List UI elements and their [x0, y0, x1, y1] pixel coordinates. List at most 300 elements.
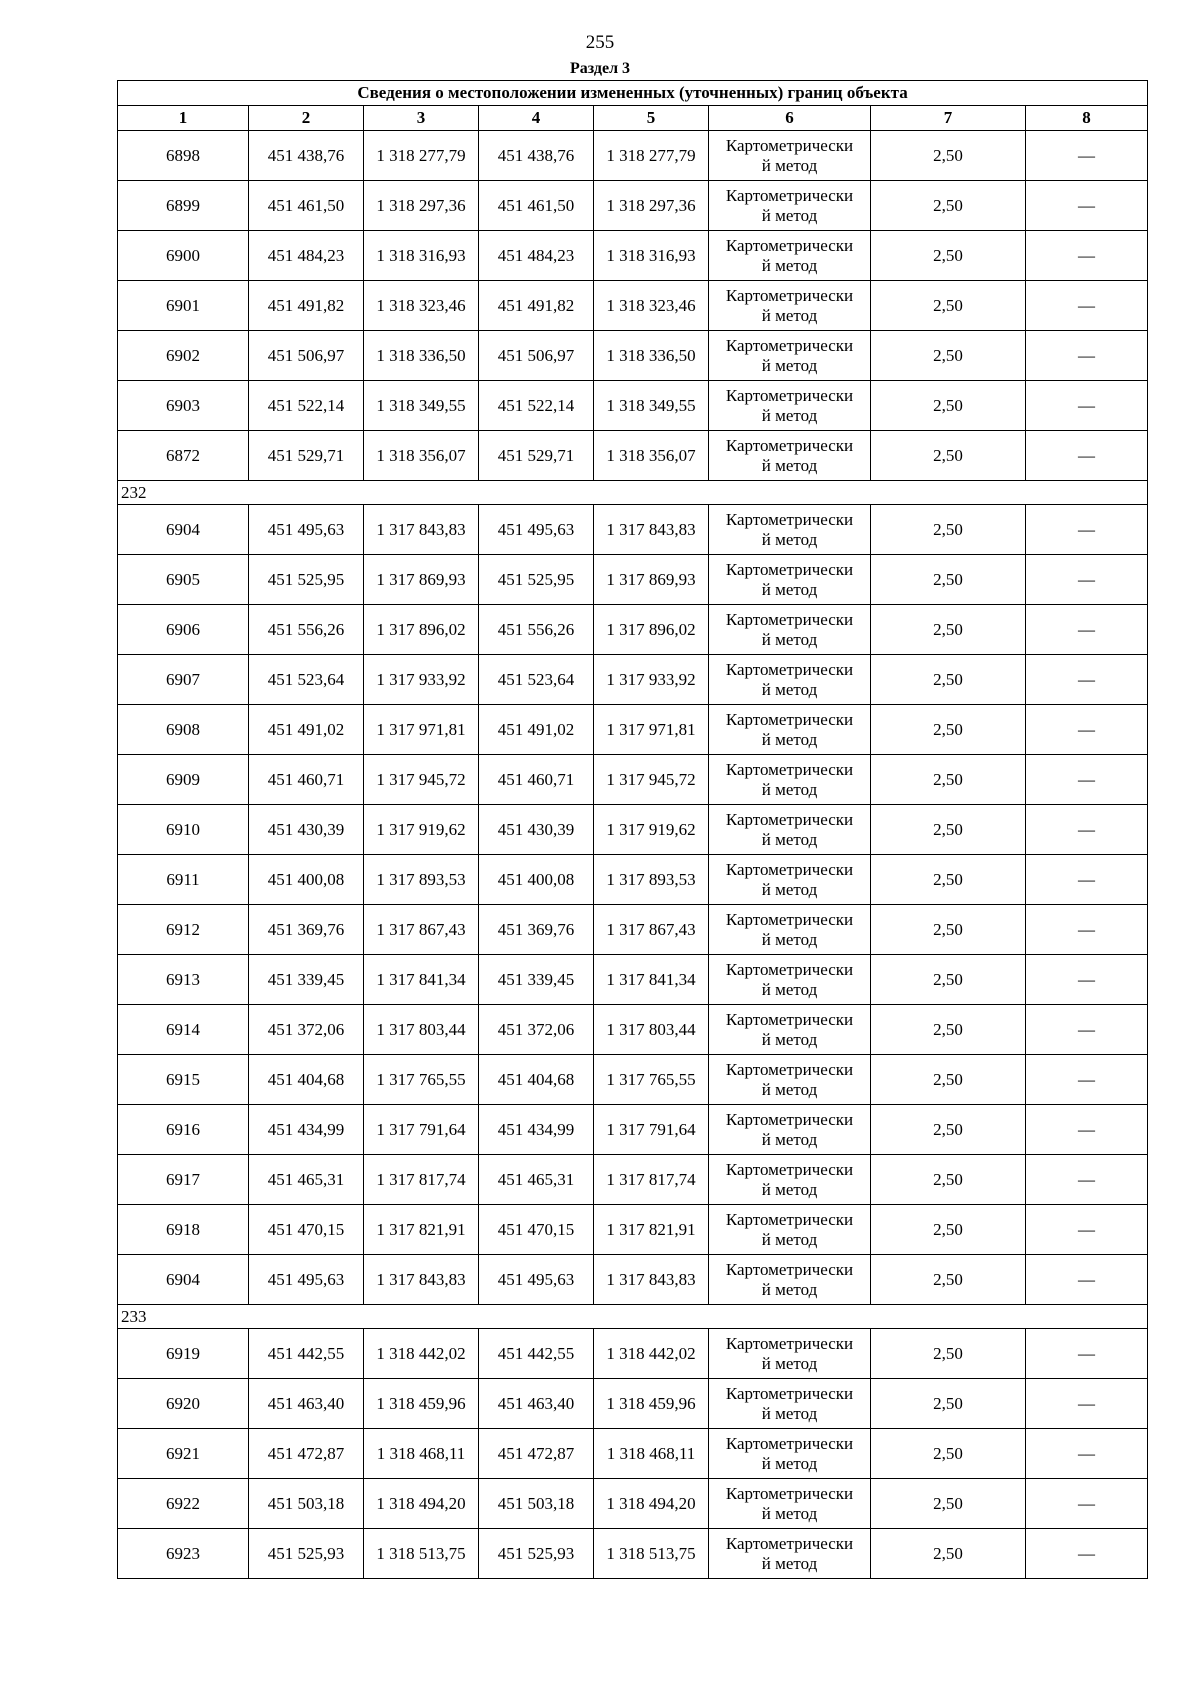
description-cell: —	[1026, 1529, 1148, 1579]
accuracy-cell: 2,50	[871, 331, 1026, 381]
method-text-line-1: Картометрически	[725, 235, 854, 255]
y-new-cell: 1 318 323,46	[594, 281, 709, 331]
x-new-cell: 451 372,06	[479, 1005, 594, 1055]
description-cell: —	[1026, 1429, 1148, 1479]
method-text-line-2: й метод	[761, 579, 818, 599]
y-old-cell: 1 318 494,20	[364, 1479, 479, 1529]
x-old-cell: 451 372,06	[249, 1005, 364, 1055]
table-row	[118, 705, 1148, 755]
y-new-cell: 1 317 896,02	[594, 605, 709, 655]
point-number-cell: 6915	[118, 1055, 249, 1105]
y-old-cell: 1 318 297,36	[364, 181, 479, 231]
table-row	[118, 1005, 1148, 1055]
y-new-cell: 1 317 817,74	[594, 1155, 709, 1205]
table-row	[118, 905, 1148, 955]
method-text-line-2: й метод	[761, 1129, 818, 1149]
x-new-cell: 451 404,68	[479, 1055, 594, 1105]
description-cell: —	[1026, 505, 1148, 555]
y-new-cell: 1 317 867,43	[594, 905, 709, 955]
accuracy-cell: 2,50	[871, 181, 1026, 231]
x-new-cell: 451 463,40	[479, 1379, 594, 1429]
point-number-cell: 6872	[118, 431, 249, 481]
x-new-cell: 451 470,15	[479, 1205, 594, 1255]
x-old-cell: 451 556,26	[249, 605, 364, 655]
method-text-line-2: й метод	[761, 729, 818, 749]
y-new-cell: 1 317 821,91	[594, 1205, 709, 1255]
method-text-line-1: Картометрически	[725, 335, 854, 355]
x-old-cell: 451 438,76	[249, 131, 364, 181]
y-new-cell: 1 318 513,75	[594, 1529, 709, 1579]
table-row	[118, 1529, 1148, 1579]
accuracy-cell: 2,50	[871, 555, 1026, 605]
description-cell: —	[1026, 605, 1148, 655]
y-new-cell: 1 317 803,44	[594, 1005, 709, 1055]
table-body	[118, 81, 1148, 1579]
y-new-cell: 1 317 945,72	[594, 755, 709, 805]
x-new-cell: 451 472,87	[479, 1429, 594, 1479]
point-number-cell: 6904	[118, 505, 249, 555]
point-number-cell: 6904	[118, 1255, 249, 1305]
column-header-row	[118, 106, 1148, 131]
method-text-line-1: Картометрически	[725, 859, 854, 879]
group-row	[118, 1305, 1148, 1329]
y-new-cell: 1 317 971,81	[594, 705, 709, 755]
method-text-line-2: й метод	[761, 1029, 818, 1049]
accuracy-cell: 2,50	[871, 131, 1026, 181]
method-cell	[709, 505, 871, 555]
description-cell: —	[1026, 381, 1148, 431]
x-new-cell: 451 495,63	[479, 505, 594, 555]
y-new-cell: 1 317 919,62	[594, 805, 709, 855]
method-cell	[709, 905, 871, 955]
x-old-cell: 451 430,39	[249, 805, 364, 855]
y-old-cell: 1 318 442,02	[364, 1329, 479, 1379]
y-old-cell: 1 317 933,92	[364, 655, 479, 705]
x-old-cell: 451 470,15	[249, 1205, 364, 1255]
method-text-line-2: й метод	[761, 929, 818, 949]
table-row	[118, 955, 1148, 1005]
x-old-cell: 451 442,55	[249, 1329, 364, 1379]
method-text-line-2: й метод	[761, 1079, 818, 1099]
table-row	[118, 281, 1148, 331]
table-row	[118, 1429, 1148, 1479]
description-cell: —	[1026, 1205, 1148, 1255]
column-header: 2	[249, 106, 364, 131]
point-number-cell: 6906	[118, 605, 249, 655]
accuracy-cell: 2,50	[871, 855, 1026, 905]
method-text-line-2: й метод	[761, 205, 818, 225]
accuracy-cell: 2,50	[871, 805, 1026, 855]
method-cell	[709, 855, 871, 905]
method-cell	[709, 131, 871, 181]
method-cell	[709, 1155, 871, 1205]
point-number-cell: 6909	[118, 755, 249, 805]
y-old-cell: 1 317 817,74	[364, 1155, 479, 1205]
accuracy-cell: 2,50	[871, 1529, 1026, 1579]
method-text-line-1: Картометрически	[725, 759, 854, 779]
point-number-cell: 6899	[118, 181, 249, 231]
method-cell	[709, 705, 871, 755]
x-old-cell: 451 369,76	[249, 905, 364, 955]
method-cell	[709, 1105, 871, 1155]
method-text-line-1: Картометрически	[725, 659, 854, 679]
method-text-line-1: Картометрически	[725, 709, 854, 729]
method-text-line-1: Картометрически	[725, 1259, 854, 1279]
group-label: 233	[118, 1305, 1148, 1329]
method-text-line-2: й метод	[761, 879, 818, 899]
description-cell: —	[1026, 1105, 1148, 1155]
x-old-cell: 451 400,08	[249, 855, 364, 905]
table-row	[118, 655, 1148, 705]
description-cell: —	[1026, 855, 1148, 905]
method-text-line-1: Картометрически	[725, 1383, 854, 1403]
method-cell	[709, 1205, 871, 1255]
point-number-cell: 6908	[118, 705, 249, 755]
table-row	[118, 1329, 1148, 1379]
table-row	[118, 131, 1148, 181]
method-text-line-1: Картометрически	[725, 1333, 854, 1353]
accuracy-cell: 2,50	[871, 1479, 1026, 1529]
table-row	[118, 1205, 1148, 1255]
method-cell	[709, 955, 871, 1005]
table-row	[118, 1379, 1148, 1429]
y-old-cell: 1 317 893,53	[364, 855, 479, 905]
description-cell: —	[1026, 705, 1148, 755]
point-number-cell: 6911	[118, 855, 249, 905]
method-cell	[709, 1379, 871, 1429]
point-number-cell: 6898	[118, 131, 249, 181]
group-label: 232	[118, 481, 1148, 505]
y-old-cell: 1 318 468,11	[364, 1429, 479, 1479]
y-new-cell: 1 318 494,20	[594, 1479, 709, 1529]
column-header: 3	[364, 106, 479, 131]
description-cell: —	[1026, 131, 1148, 181]
method-text-line-2: й метод	[761, 1279, 818, 1299]
y-new-cell: 1 317 933,92	[594, 655, 709, 705]
accuracy-cell: 2,50	[871, 505, 1026, 555]
y-new-cell: 1 317 893,53	[594, 855, 709, 905]
x-new-cell: 451 522,14	[479, 381, 594, 431]
method-text-line-1: Картометрически	[725, 909, 854, 929]
accuracy-cell: 2,50	[871, 1205, 1026, 1255]
method-text-line-2: й метод	[761, 355, 818, 375]
x-old-cell: 451 523,64	[249, 655, 364, 705]
boundary-coordinates-table	[117, 80, 1148, 1579]
point-number-cell: 6918	[118, 1205, 249, 1255]
table-row	[118, 1105, 1148, 1155]
method-text-line-1: Картометрически	[725, 1009, 854, 1029]
x-new-cell: 451 400,08	[479, 855, 594, 905]
method-cell	[709, 331, 871, 381]
accuracy-cell: 2,50	[871, 431, 1026, 481]
method-text-line-1: Картометрически	[725, 959, 854, 979]
x-new-cell: 451 523,64	[479, 655, 594, 705]
point-number-cell: 6905	[118, 555, 249, 605]
y-new-cell: 1 317 791,64	[594, 1105, 709, 1155]
description-cell: —	[1026, 231, 1148, 281]
column-header: 4	[479, 106, 594, 131]
method-text-line-1: Картометрически	[725, 1059, 854, 1079]
y-old-cell: 1 317 919,62	[364, 805, 479, 855]
y-old-cell: 1 317 841,34	[364, 955, 479, 1005]
y-new-cell: 1 318 277,79	[594, 131, 709, 181]
y-old-cell: 1 318 336,50	[364, 331, 479, 381]
table-row	[118, 1479, 1148, 1529]
method-cell	[709, 1429, 871, 1479]
x-new-cell: 451 525,95	[479, 555, 594, 605]
table-row	[118, 1155, 1148, 1205]
y-old-cell: 1 318 356,07	[364, 431, 479, 481]
x-old-cell: 451 503,18	[249, 1479, 364, 1529]
y-new-cell: 1 317 843,83	[594, 1255, 709, 1305]
y-new-cell: 1 318 442,02	[594, 1329, 709, 1379]
point-number-cell: 6913	[118, 955, 249, 1005]
x-new-cell: 451 491,82	[479, 281, 594, 331]
description-cell: —	[1026, 331, 1148, 381]
method-text-line-1: Картометрически	[725, 609, 854, 629]
x-old-cell: 451 463,40	[249, 1379, 364, 1429]
x-new-cell: 451 339,45	[479, 955, 594, 1005]
group-row	[118, 481, 1148, 505]
method-cell	[709, 1479, 871, 1529]
point-number-cell: 6916	[118, 1105, 249, 1155]
point-number-cell: 6920	[118, 1379, 249, 1429]
y-old-cell: 1 317 803,44	[364, 1005, 479, 1055]
method-text-line-1: Картометрически	[725, 1109, 854, 1129]
y-old-cell: 1 317 765,55	[364, 1055, 479, 1105]
x-new-cell: 451 465,31	[479, 1155, 594, 1205]
x-new-cell: 451 495,63	[479, 1255, 594, 1305]
accuracy-cell: 2,50	[871, 1379, 1026, 1429]
accuracy-cell: 2,50	[871, 755, 1026, 805]
accuracy-cell: 2,50	[871, 381, 1026, 431]
point-number-cell: 6923	[118, 1529, 249, 1579]
x-old-cell: 451 460,71	[249, 755, 364, 805]
x-old-cell: 451 484,23	[249, 231, 364, 281]
y-new-cell: 1 317 869,93	[594, 555, 709, 605]
table-row	[118, 555, 1148, 605]
y-new-cell: 1 317 765,55	[594, 1055, 709, 1105]
description-cell: —	[1026, 755, 1148, 805]
point-number-cell: 6919	[118, 1329, 249, 1379]
y-old-cell: 1 318 349,55	[364, 381, 479, 431]
method-cell	[709, 381, 871, 431]
method-text-line-1: Картометрически	[725, 1483, 854, 1503]
y-old-cell: 1 318 513,75	[364, 1529, 479, 1579]
x-new-cell: 451 369,76	[479, 905, 594, 955]
accuracy-cell: 2,50	[871, 1005, 1026, 1055]
method-text-line-2: й метод	[761, 629, 818, 649]
method-text-line-2: й метод	[761, 455, 818, 475]
y-new-cell: 1 318 297,36	[594, 181, 709, 231]
method-cell	[709, 1005, 871, 1055]
method-text-line-2: й метод	[761, 1229, 818, 1249]
description-cell: —	[1026, 181, 1148, 231]
x-new-cell: 451 556,26	[479, 605, 594, 655]
method-text-line-2: й метод	[761, 305, 818, 325]
method-text-line-2: й метод	[761, 1453, 818, 1473]
x-old-cell: 451 525,95	[249, 555, 364, 605]
accuracy-cell: 2,50	[871, 1429, 1026, 1479]
x-old-cell: 451 491,82	[249, 281, 364, 331]
table-row	[118, 805, 1148, 855]
description-cell: —	[1026, 1005, 1148, 1055]
x-new-cell: 451 491,02	[479, 705, 594, 755]
y-old-cell: 1 317 867,43	[364, 905, 479, 955]
page-number: 255	[585, 32, 615, 53]
description-cell: —	[1026, 281, 1148, 331]
method-text-line-2: й метод	[761, 529, 818, 549]
x-old-cell: 451 339,45	[249, 955, 364, 1005]
method-text-line-1: Картометрически	[725, 185, 854, 205]
table-row	[118, 381, 1148, 431]
x-old-cell: 451 495,63	[249, 505, 364, 555]
x-old-cell: 451 506,97	[249, 331, 364, 381]
point-number-cell: 6902	[118, 331, 249, 381]
table-row	[118, 605, 1148, 655]
method-text-line-1: Картометрически	[725, 1533, 854, 1553]
table-row	[118, 505, 1148, 555]
y-new-cell: 1 318 459,96	[594, 1379, 709, 1429]
y-new-cell: 1 318 316,93	[594, 231, 709, 281]
accuracy-cell: 2,50	[871, 705, 1026, 755]
accuracy-cell: 2,50	[871, 1055, 1026, 1105]
description-cell: —	[1026, 655, 1148, 705]
description-cell: —	[1026, 1255, 1148, 1305]
method-text-line-1: Картометрически	[725, 385, 854, 405]
y-old-cell: 1 317 843,83	[364, 505, 479, 555]
method-cell	[709, 431, 871, 481]
table-row	[118, 1055, 1148, 1105]
x-old-cell: 451 465,31	[249, 1155, 364, 1205]
accuracy-cell: 2,50	[871, 1105, 1026, 1155]
y-old-cell: 1 317 945,72	[364, 755, 479, 805]
table-row	[118, 431, 1148, 481]
y-old-cell: 1 317 843,83	[364, 1255, 479, 1305]
y-new-cell: 1 318 336,50	[594, 331, 709, 381]
method-text-line-2: й метод	[761, 255, 818, 275]
point-number-cell: 6907	[118, 655, 249, 705]
y-new-cell: 1 318 356,07	[594, 431, 709, 481]
y-new-cell: 1 317 841,34	[594, 955, 709, 1005]
method-text-line-2: й метод	[761, 405, 818, 425]
y-old-cell: 1 318 316,93	[364, 231, 479, 281]
x-new-cell: 451 438,76	[479, 131, 594, 181]
x-old-cell: 451 495,63	[249, 1255, 364, 1305]
point-number-cell: 6903	[118, 381, 249, 431]
point-number-cell: 6912	[118, 905, 249, 955]
y-old-cell: 1 317 791,64	[364, 1105, 479, 1155]
y-old-cell: 1 317 896,02	[364, 605, 479, 655]
x-new-cell: 451 460,71	[479, 755, 594, 805]
method-text-line-1: Картометрически	[725, 809, 854, 829]
accuracy-cell: 2,50	[871, 655, 1026, 705]
method-text-line-1: Картометрически	[725, 509, 854, 529]
x-old-cell: 451 522,14	[249, 381, 364, 431]
accuracy-cell: 2,50	[871, 231, 1026, 281]
method-cell	[709, 1255, 871, 1305]
method-text-line-2: й метод	[761, 155, 818, 175]
method-text-line-2: й метод	[761, 1353, 818, 1373]
accuracy-cell: 2,50	[871, 905, 1026, 955]
column-header: 8	[1026, 106, 1148, 131]
accuracy-cell: 2,50	[871, 955, 1026, 1005]
x-old-cell: 451 461,50	[249, 181, 364, 231]
method-cell	[709, 231, 871, 281]
description-cell: —	[1026, 1379, 1148, 1429]
method-cell	[709, 1055, 871, 1105]
y-old-cell: 1 318 323,46	[364, 281, 479, 331]
method-text-line-2: й метод	[761, 829, 818, 849]
method-text-line-1: Картометрически	[725, 435, 854, 455]
table-row	[118, 755, 1148, 805]
x-new-cell: 451 461,50	[479, 181, 594, 231]
x-old-cell: 451 529,71	[249, 431, 364, 481]
point-number-cell: 6900	[118, 231, 249, 281]
table-row	[118, 855, 1148, 905]
method-cell	[709, 755, 871, 805]
table-row	[118, 181, 1148, 231]
point-number-cell: 6922	[118, 1479, 249, 1529]
table-row	[118, 231, 1148, 281]
method-text-line-1: Картометрически	[725, 1433, 854, 1453]
method-cell	[709, 1329, 871, 1379]
y-old-cell: 1 317 821,91	[364, 1205, 479, 1255]
x-old-cell: 451 472,87	[249, 1429, 364, 1479]
x-new-cell: 451 529,71	[479, 431, 594, 481]
accuracy-cell: 2,50	[871, 1329, 1026, 1379]
x-new-cell: 451 506,97	[479, 331, 594, 381]
point-number-cell: 6917	[118, 1155, 249, 1205]
x-old-cell: 451 404,68	[249, 1055, 364, 1105]
method-cell	[709, 1529, 871, 1579]
description-cell: —	[1026, 905, 1148, 955]
description-cell: —	[1026, 1155, 1148, 1205]
method-text-line-2: й метод	[761, 1553, 818, 1573]
method-text-line-2: й метод	[761, 779, 818, 799]
y-old-cell: 1 318 459,96	[364, 1379, 479, 1429]
column-header: 5	[594, 106, 709, 131]
method-text-line-2: й метод	[761, 679, 818, 699]
method-text-line-1: Картометрически	[725, 285, 854, 305]
accuracy-cell: 2,50	[871, 1155, 1026, 1205]
table-caption-row	[118, 81, 1148, 106]
x-new-cell: 451 525,93	[479, 1529, 594, 1579]
table-row	[118, 1255, 1148, 1305]
description-cell: —	[1026, 431, 1148, 481]
x-old-cell: 451 525,93	[249, 1529, 364, 1579]
method-text-line-2: й метод	[761, 1403, 818, 1423]
y-old-cell: 1 318 277,79	[364, 131, 479, 181]
method-text-line-1: Картометрически	[725, 1209, 854, 1229]
description-cell: —	[1026, 1329, 1148, 1379]
table-caption: Сведения о местоположении измененных (уточненных) границ объекта	[118, 81, 1148, 106]
y-old-cell: 1 317 971,81	[364, 705, 479, 755]
method-cell	[709, 281, 871, 331]
y-old-cell: 1 317 869,93	[364, 555, 479, 605]
method-text-line-2: й метод	[761, 1503, 818, 1523]
section-title: Раздел 3	[569, 60, 631, 77]
description-cell: —	[1026, 805, 1148, 855]
method-cell	[709, 605, 871, 655]
accuracy-cell: 2,50	[871, 281, 1026, 331]
y-new-cell: 1 318 349,55	[594, 381, 709, 431]
description-cell: —	[1026, 1479, 1148, 1529]
method-text-line-2: й метод	[761, 979, 818, 999]
method-text-line-1: Картометрически	[725, 135, 854, 155]
accuracy-cell: 2,50	[871, 605, 1026, 655]
x-new-cell: 451 442,55	[479, 1329, 594, 1379]
